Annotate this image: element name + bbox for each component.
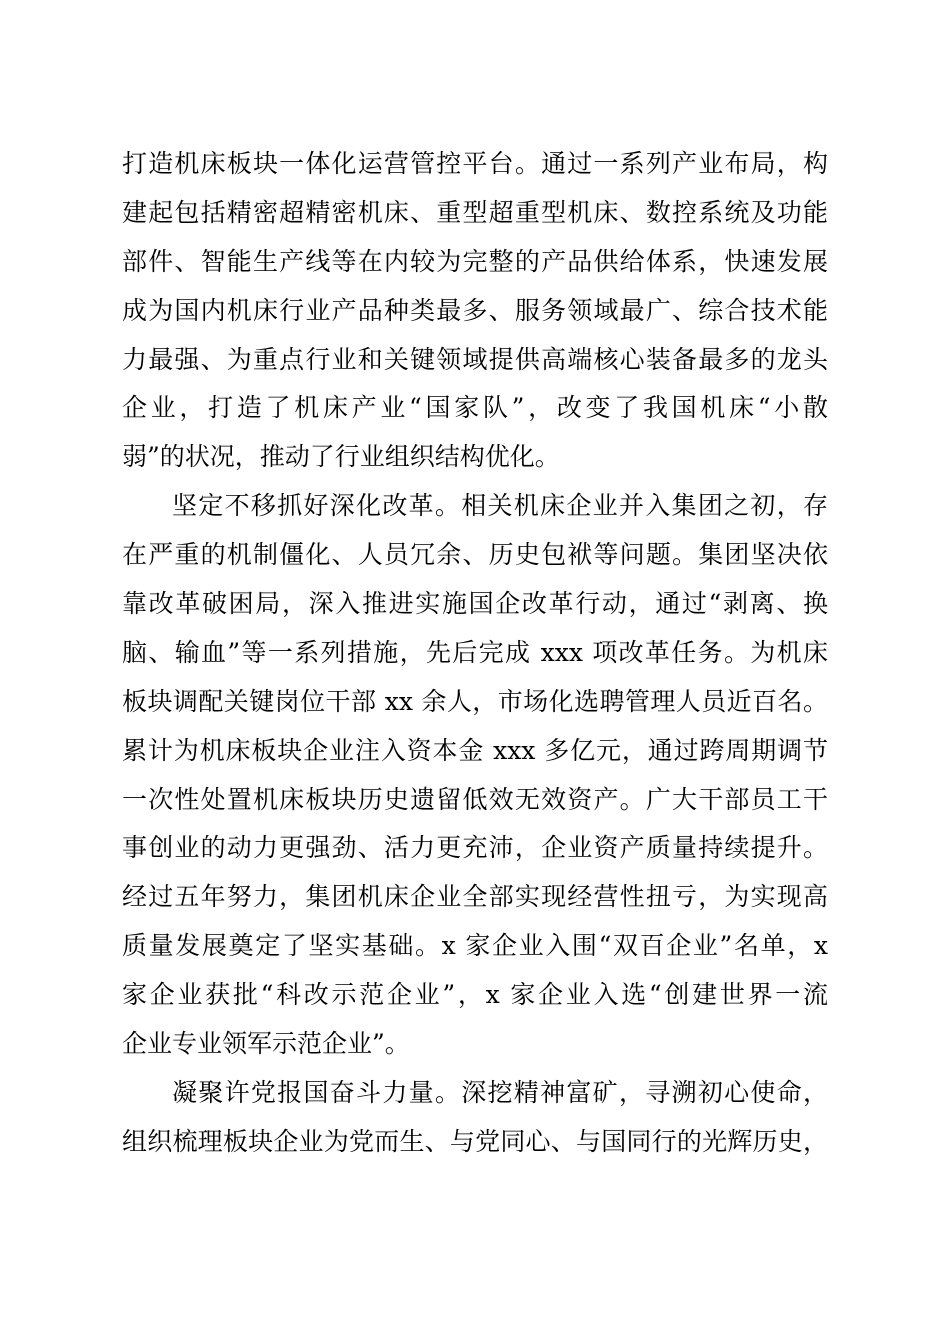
text-line: 企业，打造了机床产业“国家队”，改变了我国机床“小散 <box>122 393 828 423</box>
body-text <box>122 140 828 1167</box>
text-line: 经过五年努力，集团机床企业全部实现经营性扭亏，为实现高 <box>122 882 828 912</box>
text-line: 打造机床板块一体化运营管控平台。通过一系列产业布局，构 <box>122 149 828 178</box>
text-line: 靠改革破困局，深入推进实施国企改革行动，通过“剥离、换 <box>122 589 828 619</box>
text-line: 坚定不移抓好深化改革。相关机床企业并入集团之初，存 <box>172 491 828 521</box>
text-line: 质量发展奠定了坚实基础。x 家企业入围“双百企业”名单，x <box>122 931 828 961</box>
text-line: 一次性处置机床板块历史遗留低效无效资产。广大干部员工干 <box>122 784 828 814</box>
text-line: 部件、智能生产线等在内较为完整的产品供给体系，快速发展 <box>122 246 828 276</box>
text-line: 弱”的状况，推动了行业组织结构优化。 <box>122 442 560 472</box>
paragraph-machine-tool-platform <box>122 140 828 482</box>
text-line: 成为国内机床行业产品种类最多、服务领域最广、综合技术能 <box>122 295 828 325</box>
text-line: 凝聚许党报国奋斗力量。深挖精神富矿，寻溯初心使命， <box>172 1077 828 1107</box>
text-line: 在严重的机制僵化、人员冗余、历史包袱等问题。集团坚决依 <box>122 540 828 570</box>
text-line: 家企业获批“科改示范企业”，x 家企业入选“创建世界一流 <box>122 980 828 1010</box>
text-line: 板块调配关键岗位干部 xx 余人，市场化选聘管理人员近百名。 <box>122 686 828 716</box>
text-line: 脑、输血”等一系列措施，先后完成 xxx 项改革任务。为机床 <box>122 637 828 667</box>
text-line: 力最强、为重点行业和关键领域提供高端核心装备最多的龙头 <box>122 344 828 374</box>
text-line: 事创业的动力更强劲、活力更充沛，企业资产质量持续提升。 <box>122 833 828 863</box>
text-line: 建起包括精密超精密机床、重型超重型机床、数控系统及功能 <box>122 197 828 227</box>
paragraph-deepen-reform <box>122 482 828 1069</box>
paragraph-party-strength <box>122 1069 828 1167</box>
text-line: 累计为机床板块企业注入资本金 xxx 多亿元，通过跨周期调节 <box>122 735 828 765</box>
text-line: 组织梳理板块企业为党而生、与党同心、与国同行的光辉历史， <box>122 1126 828 1156</box>
text-line: 企业专业领军示范企业”。 <box>122 1029 410 1059</box>
